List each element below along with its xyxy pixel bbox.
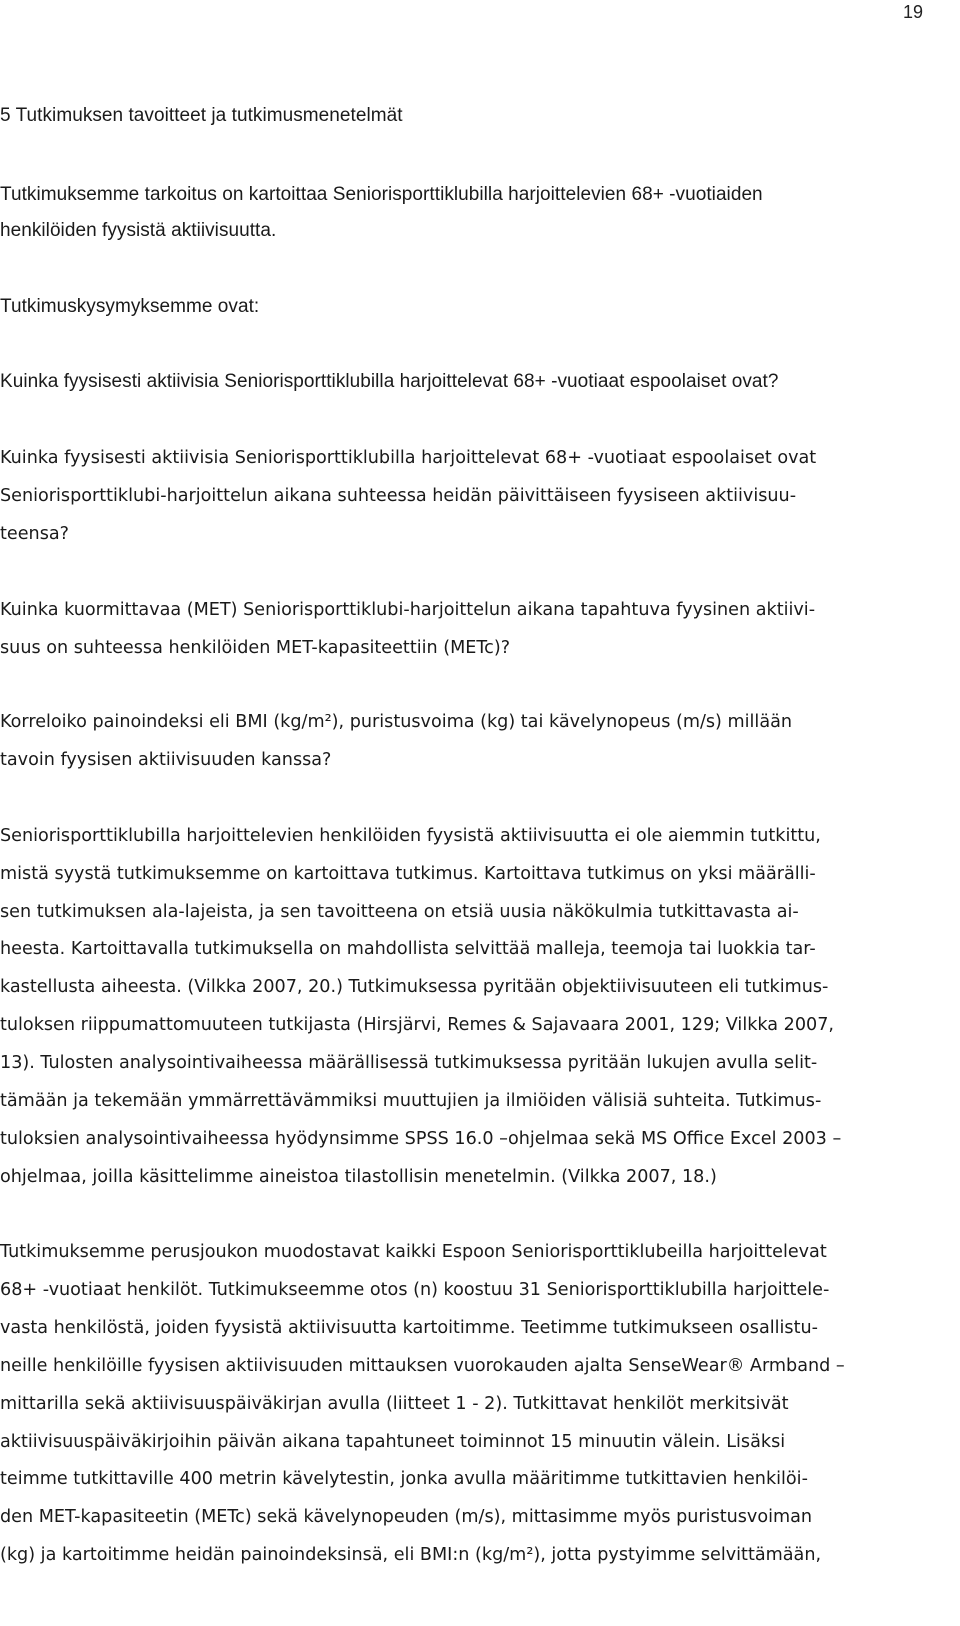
paragraph-line: aktiivisuuspäiväkirjoihin päivän aikana tapahtuneet toiminnot 15 minuutin välein. Lisäksi xyxy=(0,1432,786,1452)
intro-line: henkilöiden fyysistä aktiivisuutta. xyxy=(0,220,277,241)
paragraph-line: kastellusta aiheesta. (Vilkka 2007, 20.) Tutkimuksessa pyritään objektiivisuuteen eli tutkimus- xyxy=(0,977,829,997)
paragraph-line: mistä syystä tutkimuksemme on kartoittava tutkimus. Kartoittava tutkimus on yksi määrälli- xyxy=(0,864,816,884)
paragraph-line: tuloksen riippumattomuuteen tutkijasta (Hirsjärvi, Remes & Sajavaara 2001, 129; Vilkka 2007, xyxy=(0,1015,835,1035)
question-line: teensa? xyxy=(0,524,69,544)
paragraph-line: heesta. Kartoittavalla tutkimuksella on mahdollista selvittää malleja, teemoja tai luokkia tar- xyxy=(0,939,816,959)
paragraph-line: teimme tutkittaville 400 metrin kävelytestin, jonka avulla määritimme tutkittavien henkilöi- xyxy=(0,1469,808,1489)
paragraph-line: 68+ -vuotiaat henkilöt. Tutkimukseemme otos (n) koostuu 31 Seniorisporttiklubilla harjoittele- xyxy=(0,1280,830,1300)
paragraph-line: den MET-kapasiteetin (METc) sekä kävelynopeuden (m/s), mittasimme myös puristusvoiman xyxy=(0,1507,813,1527)
question-line: Kuinka kuormittavaa (MET) Seniorisporttiklubi-harjoittelun aikana tapahtuva fyysinen aktiivi- xyxy=(0,600,816,620)
paragraph-line: tämään ja tekemään ymmärrettävämmiksi muuttujien ja ilmiöiden välisiä suhteita. Tutkimus- xyxy=(0,1091,822,1111)
question-line: Seniorisporttiklubi-harjoittelun aikana suhteessa heidän päivittäiseen fyysiseen aktiivisuu- xyxy=(0,486,797,506)
question-line: Kuinka fyysisesti aktiivisia Seniorisporttiklubilla harjoittelevat 68+ -vuotiaat espoolaiset ovat xyxy=(0,448,817,468)
paragraph-line: neille henkilöille fyysisen aktiivisuuden mittauksen vuorokauden ajalta SenseWear® Armband – xyxy=(0,1356,845,1376)
paragraph-line: Tutkimuksemme perusjoukon muodostavat kaikki Espoon Seniorisporttiklubeilla harjoittelevat xyxy=(0,1242,827,1262)
page-number: 19 xyxy=(902,2,923,22)
section-heading: 5 Tutkimuksen tavoitteet ja tutkimusmenetelmät xyxy=(0,105,403,126)
paragraph-line: mittarilla sekä aktiivisuuspäiväkirjan avulla (liitteet 1 - 2). Tutkittavat henkilöt merkitsivät xyxy=(0,1394,789,1414)
paragraph-line: Seniorisporttiklubilla harjoittelevien henkilöiden fyysistä aktiivisuutta ei ole aiemmin tutkittu, xyxy=(0,826,821,846)
question-line: suus on suhteessa henkilöiden MET-kapasiteettiin (METc)? xyxy=(0,638,511,658)
question-line: Korreloiko painoindeksi eli BMI (kg/m²), puristusvoima (kg) tai kävelynopeus (m/s) millään xyxy=(0,712,793,732)
paragraph-line: (kg) ja kartoitimme heidän painoindeksinsä, eli BMI:n (kg/m²), jotta pystyimme selvittämään, xyxy=(0,1545,822,1565)
research-question-1: Kuinka fyysisesti aktiivisia Seniorisporttiklubilla harjoittelevat 68+ -vuotiaat espoolaiset ovat? xyxy=(0,371,779,392)
paragraph-line: sen tutkimuksen ala-lajeista, ja sen tavoitteena on etsiä uusia näkökulmia tutkittavasta ai- xyxy=(0,902,799,922)
questions-intro: Tutkimuskysymyksemme ovat: xyxy=(0,296,260,317)
paragraph-line: tuloksien analysointivaiheessa hyödynsimme SPSS 16.0 –ohjelmaa sekä MS Office Excel 2003 – xyxy=(0,1129,842,1149)
paragraph-line: 13). Tulosten analysointivaiheessa määrällisessä tutkimuksessa pyritään lukujen avulla selit- xyxy=(0,1053,818,1073)
intro-line: Tutkimuksemme tarkoitus on kartoittaa Seniorisporttiklubilla harjoittelevien 68+ -vuotiaiden xyxy=(0,184,763,205)
paragraph-line: ohjelmaa, joilla käsittelimme aineistoa tilastollisin menetelmin. (Vilkka 2007, 18.) xyxy=(0,1167,717,1187)
question-line: tavoin fyysisen aktiivisuuden kanssa? xyxy=(0,750,332,770)
paragraph-line: vasta henkilöstä, joiden fyysistä aktiivisuutta kartoitimme. Teetimme tutkimukseen osallistu- xyxy=(0,1318,818,1338)
